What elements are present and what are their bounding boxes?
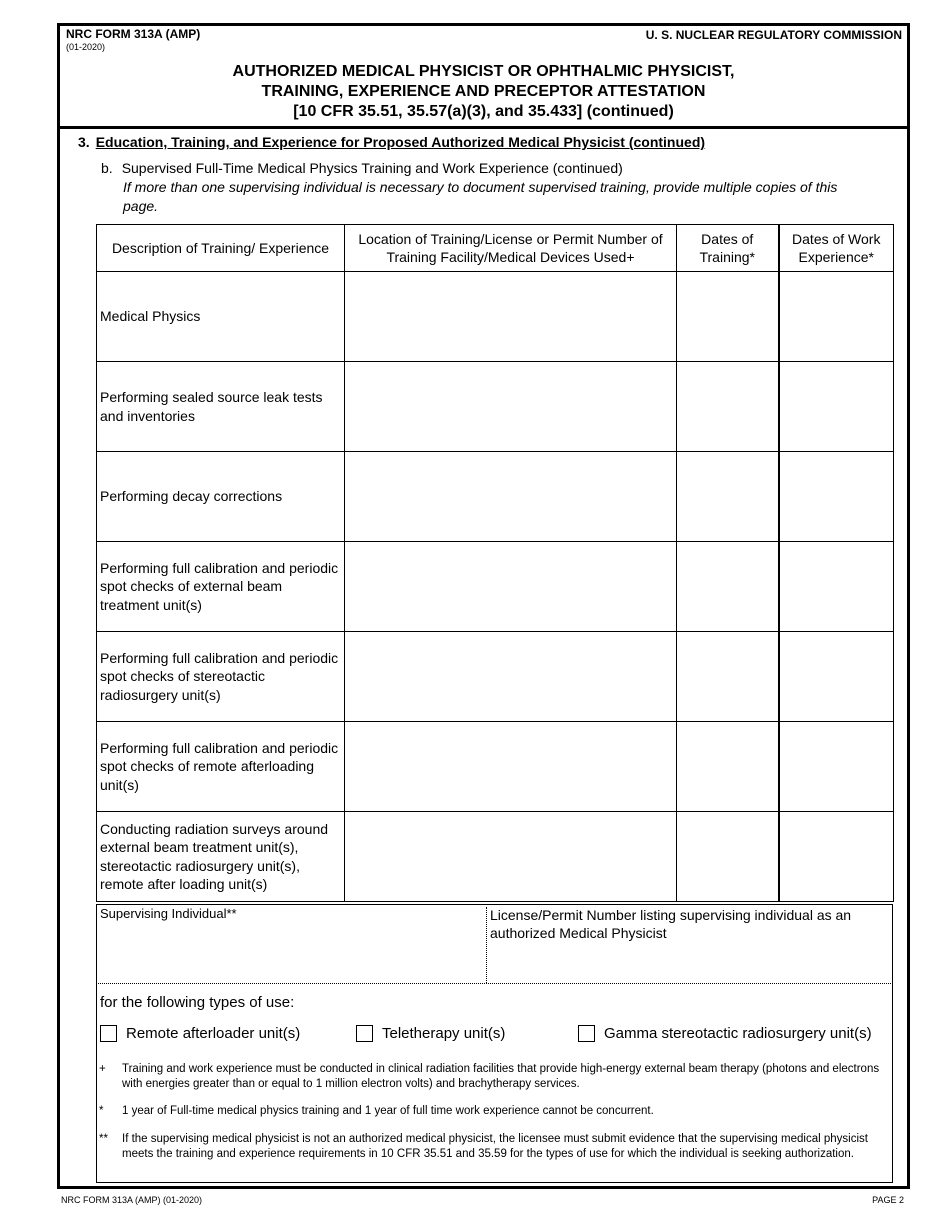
subsection-title: Supervised Full-Time Medical Physics Training and Work Experience (continued) — [121, 160, 623, 176]
form-id-block — [66, 27, 200, 52]
use-option-gamma-stereotactic[interactable] — [578, 1025, 872, 1042]
table-row — [97, 722, 894, 812]
footer-form-id: NRC FORM 313A (AMP) (01-2020) — [61, 1195, 203, 1205]
form-title — [60, 62, 907, 122]
footnote-text: If the supervising medical physicist is not an authorized medical physicist, the licensee must submit evidence that the supervising medical physicist meets the training and experience requirements in 10 CFR 35.51 and 35.59 for the types of use for which the individual is seeking authorization. — [122, 1133, 868, 1160]
title-line-1: AUTHORIZED MEDICAL PHYSICIST OR OPHTHALMIC PHYSICIST, — [232, 63, 735, 80]
footnote-text: Training and work experience must be conducted in clinical radiation facilities that provide high-energy external beam therapy (photons and electrons with energies greater than or equal to 1 million electron volts) and brachytherapy services. — [122, 1063, 880, 1090]
subsection-b — [101, 159, 863, 216]
license-permit-label: License/Permit Number listing supervising individual as an authorized Medical Physicist — [490, 907, 852, 941]
title-divider — [57, 126, 910, 129]
teletherapy-checkbox[interactable] — [356, 1025, 373, 1042]
dates-training-field[interactable] — [677, 452, 779, 542]
footnote-plus — [99, 1062, 892, 1092]
location-field[interactable] — [345, 812, 677, 902]
row-description: Performing decay corrections — [97, 452, 345, 542]
dates-work-field[interactable] — [779, 362, 894, 452]
table-row — [97, 542, 894, 632]
footnote-symbol: + — [99, 1063, 106, 1075]
location-field[interactable] — [345, 452, 677, 542]
footnote-double-star — [99, 1132, 892, 1162]
form-id: NRC FORM 313A (AMP) — [66, 27, 201, 41]
table-row — [97, 272, 894, 362]
use-option-label: Teletherapy unit(s) — [382, 1025, 506, 1042]
training-table — [96, 224, 894, 902]
gamma-stereotactic-checkbox[interactable] — [578, 1025, 595, 1042]
table-row — [97, 812, 894, 902]
dates-work-field[interactable] — [779, 812, 894, 902]
footnote-star — [99, 1104, 892, 1119]
row-description: Medical Physics — [97, 272, 345, 362]
title-line-3: [10 CFR 35.51, 35.57(a)(3), and 35.433] (continued) — [293, 103, 674, 120]
dates-work-field[interactable] — [779, 272, 894, 362]
supervisor-divider — [486, 907, 487, 983]
footnote-symbol: * — [99, 1105, 104, 1117]
section-title: Education, Training, and Experience for Proposed Authorized Medical Physicist (continued) — [95, 134, 706, 150]
dates-training-field[interactable] — [677, 722, 779, 812]
subsection-letter: b. — [101, 160, 113, 176]
remote-afterloader-checkbox[interactable] — [100, 1025, 117, 1042]
location-field[interactable] — [345, 362, 677, 452]
use-option-teletherapy[interactable] — [356, 1025, 505, 1042]
location-field[interactable] — [345, 542, 677, 632]
page-number: PAGE 2 — [872, 1195, 904, 1205]
header-description: Description of Training/ Experience — [97, 225, 345, 272]
row-description: Performing full calibration and periodic spot checks of remote afterloading unit(s) — [97, 722, 345, 812]
section-heading — [78, 134, 705, 150]
dates-training-field[interactable] — [677, 812, 779, 902]
header-location: Location of Training/License or Permit Number of Training Facility/Medical Devices Used+ — [345, 225, 677, 272]
row-description: Performing full calibration and periodic spot checks of stereotactic radiosurgery unit(s) — [97, 632, 345, 722]
header-dates-work: Dates of Work Experience* — [779, 225, 894, 272]
row-description: Performing sealed source leak tests and inventories — [97, 362, 345, 452]
agency-name: U. S. NUCLEAR REGULATORY COMMISSION — [645, 28, 902, 42]
supervising-individual-label: Supervising Individual** — [100, 906, 237, 921]
footnote-symbol: ** — [99, 1133, 108, 1145]
header-dates-training: Dates of Training* — [677, 225, 779, 272]
location-field[interactable] — [345, 632, 677, 722]
use-option-label: Gamma stereotactic radiosurgery unit(s) — [604, 1025, 872, 1042]
location-field[interactable] — [345, 272, 677, 362]
footnote-text: 1 year of Full-time medical physics training and 1 year of full time work experience cannot be concurrent. — [122, 1105, 654, 1117]
table-row — [97, 362, 894, 452]
section-number: 3. — [78, 134, 90, 150]
dotted-divider — [98, 983, 891, 984]
use-option-remote-afterloader[interactable] — [100, 1025, 300, 1042]
dates-work-field[interactable] — [779, 452, 894, 542]
row-description: Conducting radiation surveys around external beam treatment unit(s), stereotactic radiosurgery unit(s), remote after loading unit(s) — [97, 812, 345, 902]
location-field[interactable] — [345, 722, 677, 812]
table-row — [97, 632, 894, 722]
dates-work-field[interactable] — [779, 722, 894, 812]
dates-training-field[interactable] — [677, 272, 779, 362]
dates-work-field[interactable] — [779, 632, 894, 722]
use-option-label: Remote afterloader unit(s) — [126, 1025, 301, 1042]
types-of-use-label: for the following types of use: — [100, 994, 295, 1011]
row-description: Performing full calibration and periodic spot checks of external beam treatment unit(s) — [97, 542, 345, 632]
table-header-row — [97, 225, 894, 272]
dates-training-field[interactable] — [677, 362, 779, 452]
title-line-2: TRAINING, EXPERIENCE AND PRECEPTOR ATTESTATION — [261, 83, 706, 100]
dates-work-field[interactable] — [779, 542, 894, 632]
dates-training-field[interactable] — [677, 542, 779, 632]
table-row — [97, 452, 894, 542]
form-date: (01-2020) — [66, 42, 106, 52]
subsection-instruction: If more than one supervising individual is necessary to document supervised training, provide multiple copies of this page. — [123, 179, 838, 214]
dates-training-field[interactable] — [677, 632, 779, 722]
